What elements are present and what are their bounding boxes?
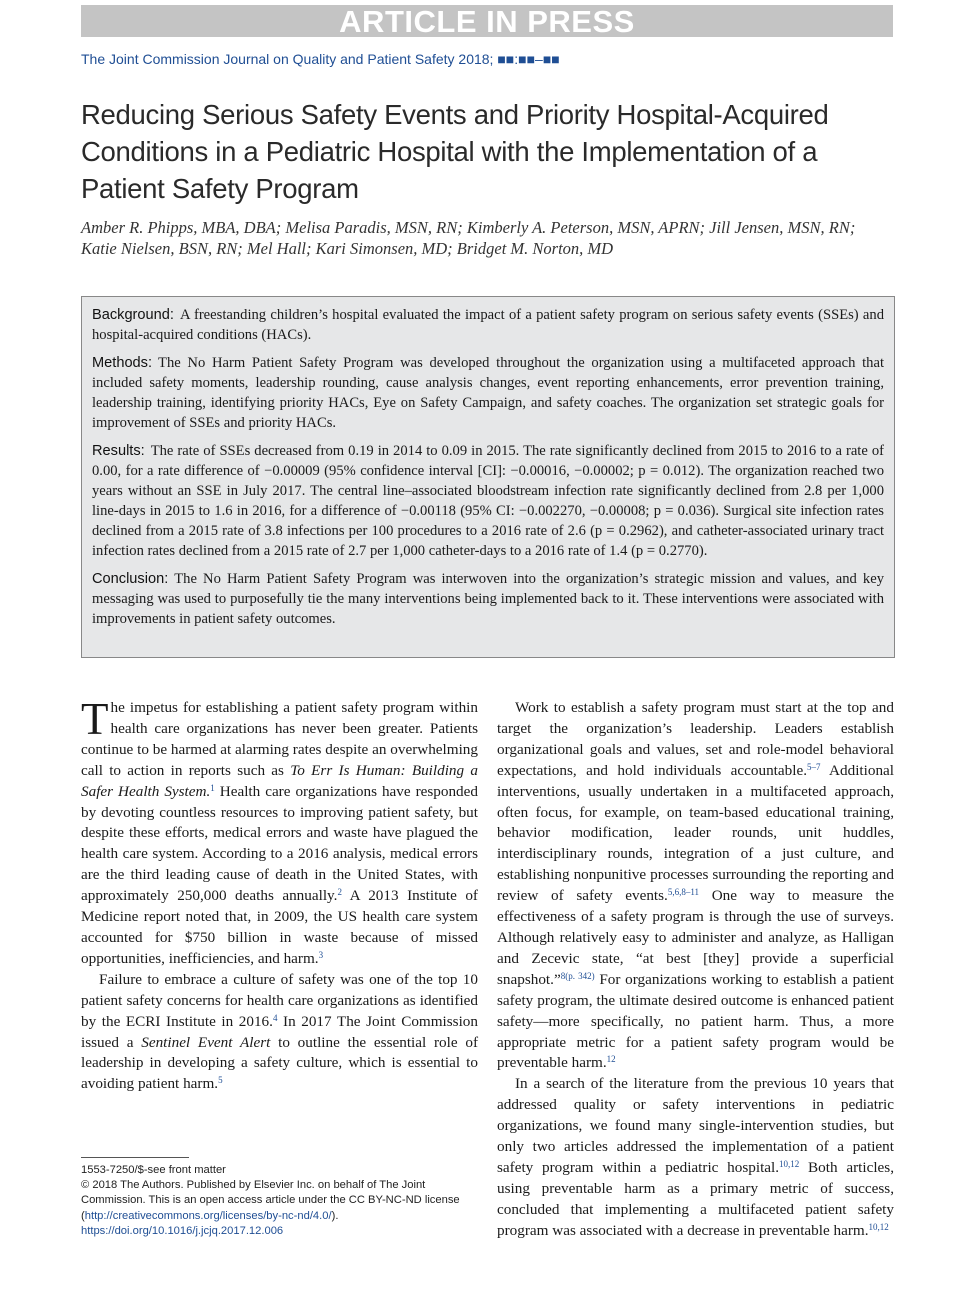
issn-line: 1553-7250/$-see front matter <box>81 1164 226 1176</box>
conclusion-label: Conclusion: <box>92 571 169 587</box>
results-text: The rate of SSEs decreased from 0.19 in 2014 to 0.09 in 2015. The rate significantly declined from 2015 to 2016 to a rate of 0.00, for a rate difference of −0.00009 (95% confidence interval [CI]: −0.00016, −0.00002; p = 0.012). The organization reached two years without an SSE in July 2017. The central line–associated bloodstream infection rate significantly declined from 2.8 per 1,000 line-days in 2015 to 1.6 in 2016, for a difference of −0.00118 (95% CI: −0.002270, −0.00008; p = 0.036). Surgical site infection rates declined from a 2015 rate of 3.8 infections per 100 procedures to a 2016 rate of 2.6 (p = 0.2962), and catheter-associated urinary tract infection rates declined from a 2015 rate of 2.7 per 1,000 catheter-days to a 2016 rate of 1.4 (p = 0.2770). <box>92 443 884 559</box>
abstract-results <box>92 441 884 561</box>
methods-text: The No Harm Patient Safety Program was developed throughout the organization using a multifaceted approach that included safety moments, leadership rounding, cause analysis changes, event reporting enhancements, error prevention training, leadership training, identifying priority HACs, Eye on Safety Campaign, and safety coaches. The organization set strategic goals for improvement of SSEs and priority HACs. <box>92 355 884 431</box>
body-italic: To Err Is Human: Building a Safer Health System. <box>81 761 478 800</box>
citation-ref[interactable]: 12 <box>606 1054 616 1065</box>
citation-ref[interactable]: 2 <box>337 887 342 898</box>
citation-ref[interactable]: 5–7 <box>807 761 821 772</box>
body-text: Work to establish a safety program must start at the top and target the organization’s leadership. Leaders establish organizational goals and values, set and role-model behavioral expectations, and hold individuals accountable. <box>497 699 894 779</box>
body-text: Additional interventions, usually undertaken in a multifaceted approach, often focus, for example, on team-based educational training, behavior modification, leader rounds, unit huddles, interdisciplinary rounds, integration of a just culture, and establishing nonpunitive processes surrounding the reporting and review of safety events. <box>497 761 895 905</box>
abstract-conclusion <box>92 569 884 629</box>
journal-citation[interactable]: The Joint Commission Journal on Quality and Patient Safety 2018; ■■:■■–■■ <box>81 51 560 67</box>
body-text: For organizations working to establish a patient safety program, the ultimate desired outcome is enhanced patient safety—more specifically, no patient harm. Thus, a more appropriate metric for a patient safety program would be preventable harm. <box>497 970 894 1072</box>
body-text: In a search of the literature from the previous 10 years that addressed quality or safety interventions in pediatric organizations, we found many single-intervention studies, but only two articles addressed the implementation of a patient safety program within a pediatric hospital. <box>497 1075 894 1176</box>
body-text: Health care organizations have responded by devoting countless resources to improving patient safety, but despite these efforts, medical errors and waste have plagued the health care system. According to a 2016 analysis, medical errors are the third leading cause of death in the United States, with approximately 250,000 deaths annually. <box>81 782 478 905</box>
author-list <box>81 217 911 259</box>
drop-cap: T <box>81 694 109 744</box>
citation-ref[interactable]: 10,12 <box>779 1158 800 1169</box>
citation-ref[interactable]: 1 <box>210 782 215 793</box>
article-title: Reducing Serious Safety Events and Priority Hospital-Acquired Conditions in a Pediatric Hospital with the Implementation of a Patient Safety Program <box>81 99 829 204</box>
citation-ref[interactable]: 5 <box>218 1075 223 1086</box>
abstract-box <box>81 296 895 658</box>
footnote <box>81 1163 481 1239</box>
body-paragraph <box>497 1074 894 1241</box>
body-column-left <box>81 694 478 1095</box>
citation-ref[interactable]: 5,6,8–11 <box>667 887 700 898</box>
body-text: One way to measure the effectiveness of a safety program is through the use of surveys. Although relatively easy to administer and analyze, as Halligan and Zecevic state, “at best [they] provide a superficial snapshot.” <box>497 887 894 988</box>
body-text: In 2017 The Joint Commission issued a <box>81 1012 478 1051</box>
methods-label: Methods: <box>92 355 153 371</box>
body-column-right <box>497 698 894 1242</box>
citation-ref[interactable]: 4 <box>272 1012 278 1023</box>
body-italic: Sentinel Event Alert <box>141 1033 271 1051</box>
body-paragraph <box>81 694 478 970</box>
body-text: Both articles, using preventable harm as a primary metric of success, concluded that implementing a multifaceted patient safety program was associated with a decrease in preventable harm. <box>497 1158 894 1239</box>
doi-link[interactable]: https://doi.org/10.1016/j.jcjq.2017.12.006 <box>81 1224 284 1237</box>
body-text: to outline the essential role of leadership in developing a safety culture, which is essential to avoiding patient harm. <box>81 1033 478 1093</box>
background-label: Background: <box>92 307 174 323</box>
license-link[interactable]: http://creativecommons.org/licenses/by-nc-nd/4.0/ <box>84 1209 332 1222</box>
abstract-methods <box>92 353 884 433</box>
body-text: A 2013 Institute of Medicine report noted that, in 2009, the US health care system accounted for $750 billion in waste because of missed opportunities, inefficiencies, and harm. <box>81 887 478 967</box>
background-text: A freestanding children’s hospital evaluated the impact of a patient safety program on serious safety events (SSEs) and hospital-acquired conditions (HACs). <box>92 307 884 343</box>
author-line-2: Katie Nielsen, BSN, RN; Mel Hall; Kari Simonsen, MD; Bridget M. Norton, MD <box>81 239 614 258</box>
body-text: Failure to embrace a culture of safety was one of the top 10 patient safety concerns for health care organizations as identified by the ECRI Institute in 2016. <box>81 970 478 1030</box>
body-paragraph <box>81 970 478 1095</box>
results-label: Results: <box>92 443 145 459</box>
copyright-line <box>81 1178 481 1224</box>
conclusion-text: The No Harm Patient Safety Program was interwoven into the organization’s strategic mission and values, and key messaging was used to purposefully tie the many interventions being implemented back to it. These interventions were associated with improvements in patient safety outcomes. <box>92 571 884 627</box>
citation-ref[interactable]: 10,12 <box>868 1221 889 1232</box>
footnote-divider <box>81 1157 189 1158</box>
citation-ref[interactable]: 8(p. 342) <box>560 970 595 981</box>
body-paragraph <box>497 698 894 1074</box>
copyright-text: © 2018 The Authors. Published by Elsevier Inc. on behalf of The Joint Commission. This is an open access article under the CC BY-NC-ND license <box>81 1179 460 1207</box>
author-line-1: Amber R. Phipps, MBA, DBA; Melisa Paradis, MSN, RN; Kimberly A. Peterson, MSN, APRN; Jill Jensen, MSN, RN; <box>81 218 856 237</box>
abstract-background <box>92 305 884 345</box>
paren-open: ( <box>81 1209 85 1222</box>
article-in-press-banner: ARTICLE IN PRESS <box>81 5 893 37</box>
body-text: he impetus for establishing a patient safety program within health care organizations has never been greater. Patients continue to be harmed at alarming rates despite an overwhelming call to action in reports such as <box>81 699 478 779</box>
paren-close: ). <box>331 1209 339 1222</box>
citation-ref[interactable]: 3 <box>318 949 324 960</box>
